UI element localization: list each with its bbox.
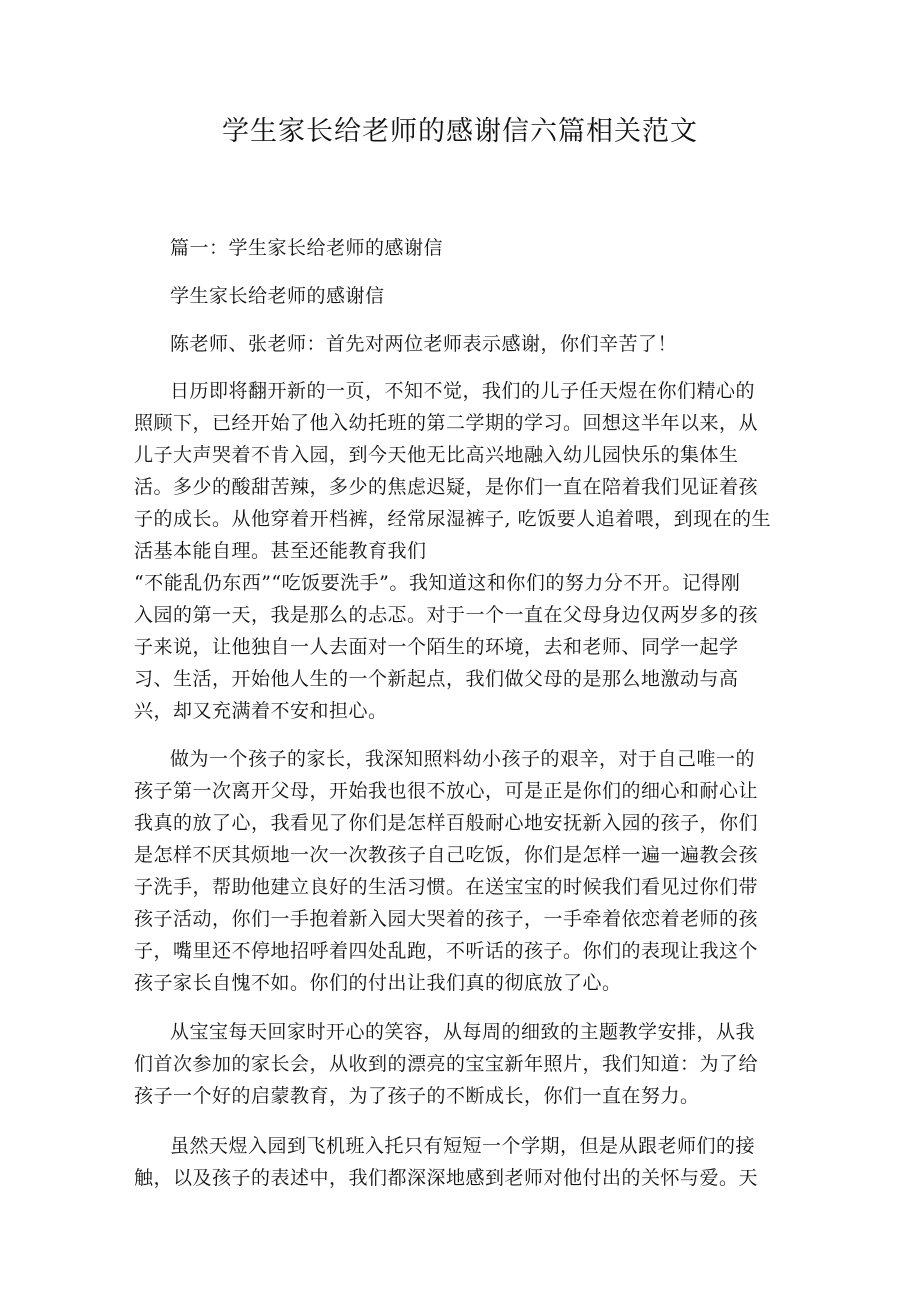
paragraph-line: 兴，却又充满着不安和担心。 bbox=[134, 700, 388, 722]
paragraph-line: 孩子第一次离开父母，开始我也很不放心，可是正是你们的细心和耐心让 bbox=[134, 780, 759, 802]
document-title: 学生家长给老师的感谢信六篇相关范文 bbox=[222, 116, 698, 147]
paragraph-line: 习、生活，开始他人生的一个新起点，我们做父母的是那么地激动与高 bbox=[134, 668, 739, 690]
paragraph-line: 们首次参加的家长会，从收到的漂亮的宝宝新年照片，我们知道：为了给 bbox=[134, 1053, 759, 1075]
salutation: 陈老师、张老师：首先对两位老师表示感谢，你们辛苦了！ bbox=[170, 333, 678, 355]
paragraph-line: 从宝宝每天回家时开心的笑容，从每周的细致的主题教学安排，从我 bbox=[170, 1021, 756, 1043]
paragraph-line: 子来说，让他独自一人去面对一个陌生的环境，去和老师、同学一起学 bbox=[134, 636, 739, 658]
paragraph-line: 活基本能自理。甚至还能教育我们 bbox=[134, 540, 427, 562]
paragraph-line: 儿子大声哭着不肯入园，到今天他无比高兴地融入幼儿园快乐的集体生 bbox=[134, 444, 739, 466]
section-heading: 篇一：学生家长给老师的感谢信 bbox=[170, 237, 444, 259]
paragraph-line: 触，以及孩子的表述中，我们都深深地感到老师对他付出的关怀与爱。天 bbox=[134, 1167, 759, 1189]
paragraph-line: 子的成长。从他穿着开档裤，经常尿湿裤子, 吃饭要人追着喂，到现在的生 bbox=[134, 508, 772, 530]
letter-title: 学生家长给老师的感谢信 bbox=[170, 285, 385, 307]
paragraph-line: 虽然天煜入园到飞机班入托只有短短一个学期，但是从跟老师们的接 bbox=[170, 1135, 756, 1157]
paragraph-line: 日历即将翻开新的一页，不知不觉，我们的儿子任天煜在你们精心的 bbox=[170, 380, 756, 402]
paragraph-line: 孩子一个好的启蒙教育，为了孩子的不断成长，你们一直在努力。 bbox=[134, 1085, 700, 1107]
paragraph-line: 是怎样不厌其烦地一次一次教孩子自己吃饭，你们是怎样一遍一遍教会孩 bbox=[134, 844, 759, 866]
paragraph-line: 我真的放了心，我看见了你们是怎样百般耐心地安抚新入园的孩子，你们 bbox=[134, 812, 759, 834]
paragraph-line: 做为一个孩子的家长，我深知照料幼小孩子的艰辛，对于自己唯一的 bbox=[170, 748, 756, 770]
paragraph-line: 照顾下，已经开始了他入幼托班的第二学期的学习。回想这半年以来，从 bbox=[134, 412, 759, 434]
paragraph-line: 入园的第一天，我是那么的忐忑。对于一个一直在父母身边仅两岁多的孩 bbox=[134, 604, 759, 626]
paragraph-line: 活。多少的酸甜苦辣，多少的焦虑迟疑，是你们一直在陪着我们见证着孩 bbox=[134, 476, 759, 498]
paragraph-line: 子洗手，帮助他建立良好的生活习惯。在送宝宝的时候我们看见过你们带 bbox=[134, 876, 759, 898]
paragraph-line: 子，嘴里还不停地招呼着四处乱跑，不听话的孩子。你们的表现让我这个 bbox=[134, 940, 759, 962]
paragraph-line: “不能乱仍东西”“吃饭要洗手”。我知道这和你们的努力分不开。记得刚 bbox=[134, 572, 741, 594]
paragraph-line: 孩子活动，你们一手抱着新入园大哭着的孩子，一手牵着依恋着老师的孩 bbox=[134, 908, 759, 930]
paragraph-line: 孩子家长自愧不如。你们的付出让我们真的彻底放了心。 bbox=[134, 972, 622, 994]
